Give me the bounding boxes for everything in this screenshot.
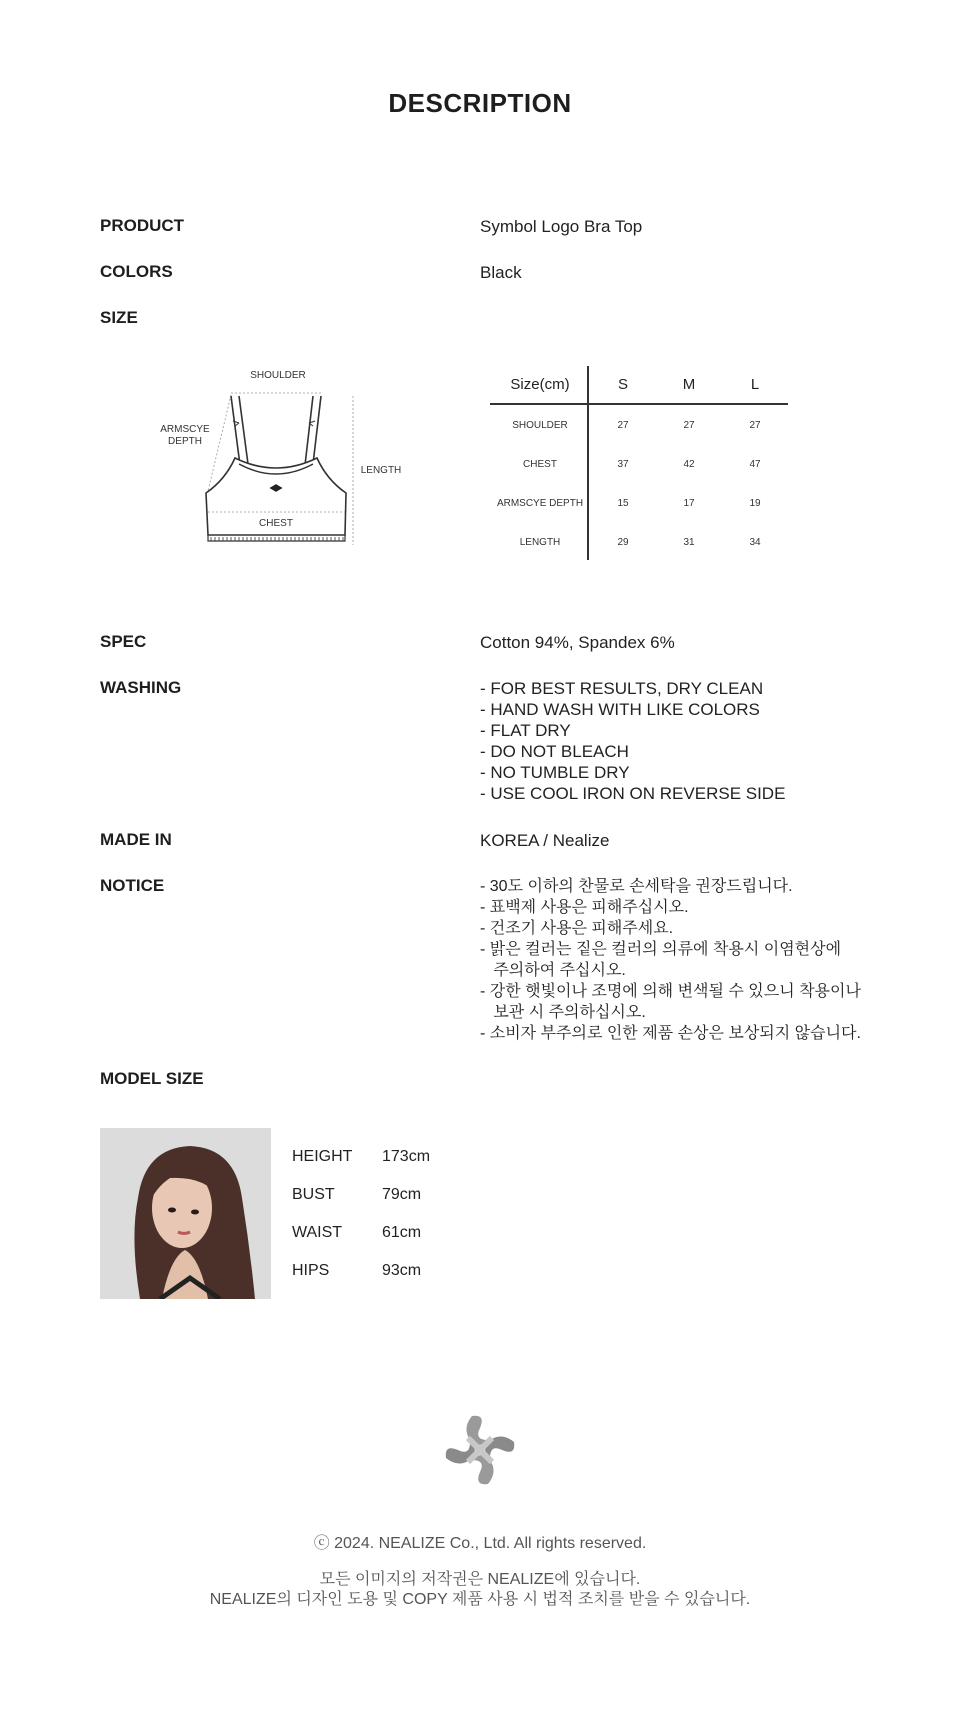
notice-label: NOTICE — [100, 876, 165, 895]
size-table-cell: 34 — [749, 537, 761, 548]
diagram-length-label: LENGTH — [360, 465, 402, 476]
spec-label: SPEC — [100, 632, 147, 651]
notice-list — [480, 876, 861, 1044]
page-title: DESCRIPTION — [388, 88, 572, 118]
washing-item: - FLAT DRY — [480, 721, 571, 740]
washing-list — [480, 678, 785, 804]
model-measurement-key: HIPS — [292, 1262, 330, 1279]
size-table-header-cell: L — [750, 376, 760, 393]
model-measurement-bust — [292, 1186, 421, 1204]
model-measurement-value: 173cm — [382, 1148, 431, 1165]
size-table-cell: 31 — [683, 537, 695, 548]
size-table-cell: 27 — [617, 420, 629, 431]
size-diagram — [155, 360, 405, 555]
size-label: SIZE — [100, 308, 138, 327]
size-table-cell: 37 — [617, 459, 629, 470]
size-table-cell: 42 — [683, 459, 695, 470]
washing-label: WASHING — [100, 678, 182, 697]
diagram-armscye-label-1: ARMSCYE — [160, 424, 210, 435]
model-measurement-waist — [292, 1224, 421, 1242]
model-measurement-key: WAIST — [292, 1224, 343, 1241]
brand-symbol-logo-icon — [440, 1410, 520, 1490]
size-table-cell: 19 — [749, 498, 761, 509]
copyright-text: ⓒ 2024. NEALIZE Co., Ltd. All rights reserved. — [313, 1535, 647, 1552]
size-table-cell: ARMSCYE DEPTH — [496, 498, 584, 509]
colors-label: COLORS — [100, 262, 173, 281]
rights-notice — [0, 1570, 960, 1610]
diagram-armscye-label-2: DEPTH — [168, 436, 202, 447]
washing-item: - USE COOL IRON ON REVERSE SIDE — [480, 784, 786, 803]
size-table-cell: LENGTH — [519, 537, 561, 548]
notice-item: - 표백제 사용은 피해주십시오. — [480, 899, 689, 916]
model-measurement-height — [292, 1148, 430, 1166]
model-size-label: MODEL SIZE — [100, 1069, 204, 1088]
size-table-cell: 27 — [683, 420, 695, 431]
model-measurement-value: 93cm — [382, 1262, 422, 1279]
rights-line: NEALIZE의 디자인 도용 및 COPY 제품 사용 시 법적 조치를 받을 수 있습니다. — [209, 1591, 751, 1608]
made-in-label: MADE IN — [100, 830, 172, 849]
model-photo — [100, 1128, 271, 1299]
size-table-row — [490, 420, 788, 431]
notice-item: 보관 시 주의하십시오. — [480, 1004, 646, 1021]
model-measurement-hips — [292, 1262, 421, 1280]
made-in-value: KOREA / Nealize — [480, 831, 610, 850]
size-table-header — [490, 376, 788, 393]
notice-item: - 소비자 부주의로 인한 제품 손상은 보상되지 않습니다. — [480, 1025, 861, 1042]
spec-value: Cotton 94%, Spandex 6% — [480, 633, 675, 652]
colors-value: Black — [480, 263, 522, 282]
size-table-cell: SHOULDER — [512, 420, 568, 431]
size-table-cell: 15 — [617, 498, 629, 509]
product-label: PRODUCT — [100, 216, 185, 235]
size-table-cell: 27 — [749, 420, 761, 431]
notice-item: 주의하여 주십시오. — [480, 962, 626, 979]
diagram-shoulder-label: SHOULDER — [250, 370, 306, 381]
diagram-chest-label: CHEST — [259, 518, 293, 529]
rights-line: 모든 이미지의 저작권은 NEALIZE에 있습니다. — [319, 1571, 641, 1588]
size-table — [490, 366, 788, 560]
washing-item: - NO TUMBLE DRY — [480, 763, 630, 782]
size-table-cell: CHEST — [523, 459, 557, 470]
notice-item: - 30도 이하의 찬물로 손세탁을 권장드립니다. — [480, 878, 793, 895]
size-table-header-cell: Size(cm) — [510, 376, 570, 393]
model-measurement-value: 61cm — [382, 1224, 422, 1241]
notice-item: - 강한 햇빛이나 조명에 의해 변색될 수 있으니 착용이나 — [480, 983, 861, 1000]
washing-item: - DO NOT BLEACH — [480, 742, 629, 761]
product-value: Symbol Logo Bra Top — [480, 217, 643, 236]
size-table-header-cell: S — [617, 376, 628, 393]
model-measurement-key: BUST — [292, 1186, 335, 1203]
notice-item: - 건조기 사용은 피해주세요. — [480, 920, 674, 937]
washing-item: - FOR BEST RESULTS, DRY CLEAN — [480, 679, 764, 698]
size-table-header-cell: M — [682, 376, 696, 393]
size-table-row — [490, 498, 788, 509]
size-table-row — [490, 459, 788, 470]
size-table-cell: 17 — [683, 498, 695, 509]
size-table-cell: 29 — [617, 537, 629, 548]
size-table-cell: 47 — [749, 459, 761, 470]
washing-item: - HAND WASH WITH LIKE COLORS — [480, 700, 760, 719]
model-measurement-key: HEIGHT — [292, 1148, 353, 1165]
notice-item: - 밝은 컬러는 짙은 컬러의 의류에 착용시 이염현상에 — [480, 941, 842, 958]
size-table-row — [490, 537, 788, 548]
model-measurement-value: 79cm — [382, 1186, 422, 1203]
